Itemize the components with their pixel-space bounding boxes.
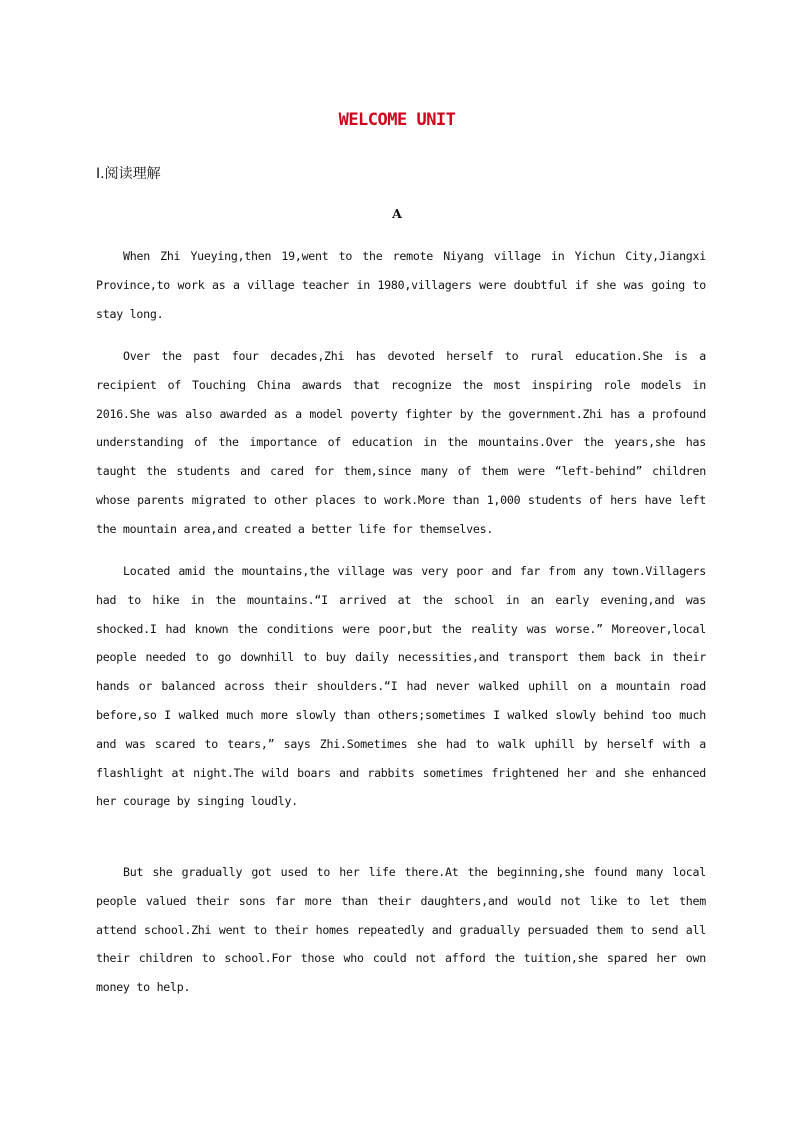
page-title: WELCOME UNIT [338, 110, 456, 130]
paragraph-2: Over the past four decades,Zhi has devoted herself to rural education.She is a recipient of Touching China awards that recognize the most inspiring role models in 2016.She was also awarded as a model poverty fighter by the government.Zhi has a profound understanding of the importance of education in the mountains.Over the years,she has taught the students and cared for them,since many of them were “left-behind” children whose parents migrated to other places to work.More than 1,000 students of hers have left the mountain area,and created a better life for themselves. [96, 349, 706, 536]
paragraph-4: But she gradually got used to her life there.At the beginning,she found many local people valued their sons far more than their daughters,and would not like to let them attend school.Zhi went to their homes repeatedly and gradually persuaded them to send all their children to school.For those who could not afford the tuition,she spared her own money to help. [96, 865, 706, 995]
section-heading: Ⅰ.阅读理解 [96, 166, 161, 182]
paragraph-3: Located amid the mountains,the village was very poor and far from any town.Villagers had to hike in the mountains.“I arrived at the school in an early evening,and was shocked.I had known the conditions were poor,but the reality was worse.” Moreover,local people needed to go downhill to buy daily necessities,and transport them back in their hands or balanced across their shoulders.“I had never walked uphill on a mountain road before,so I walked much more slowly than others;sometimes I walked slowly behind too much and was scared to tears,” says Zhi.Sometimes she had to walk uphill by herself with a flashlight at night.The wild boars and rabbits sometimes frightened her and she enhanced her courage by singing loudly. [96, 564, 706, 809]
passage-label: A [392, 206, 402, 221]
paragraph-1: When Zhi Yueying,then 19,went to the remote Niyang village in Yichun City,Jiangxi Province,to work as a village teacher in 1980,villagers were doubtful if she was going to stay long. [96, 249, 706, 321]
